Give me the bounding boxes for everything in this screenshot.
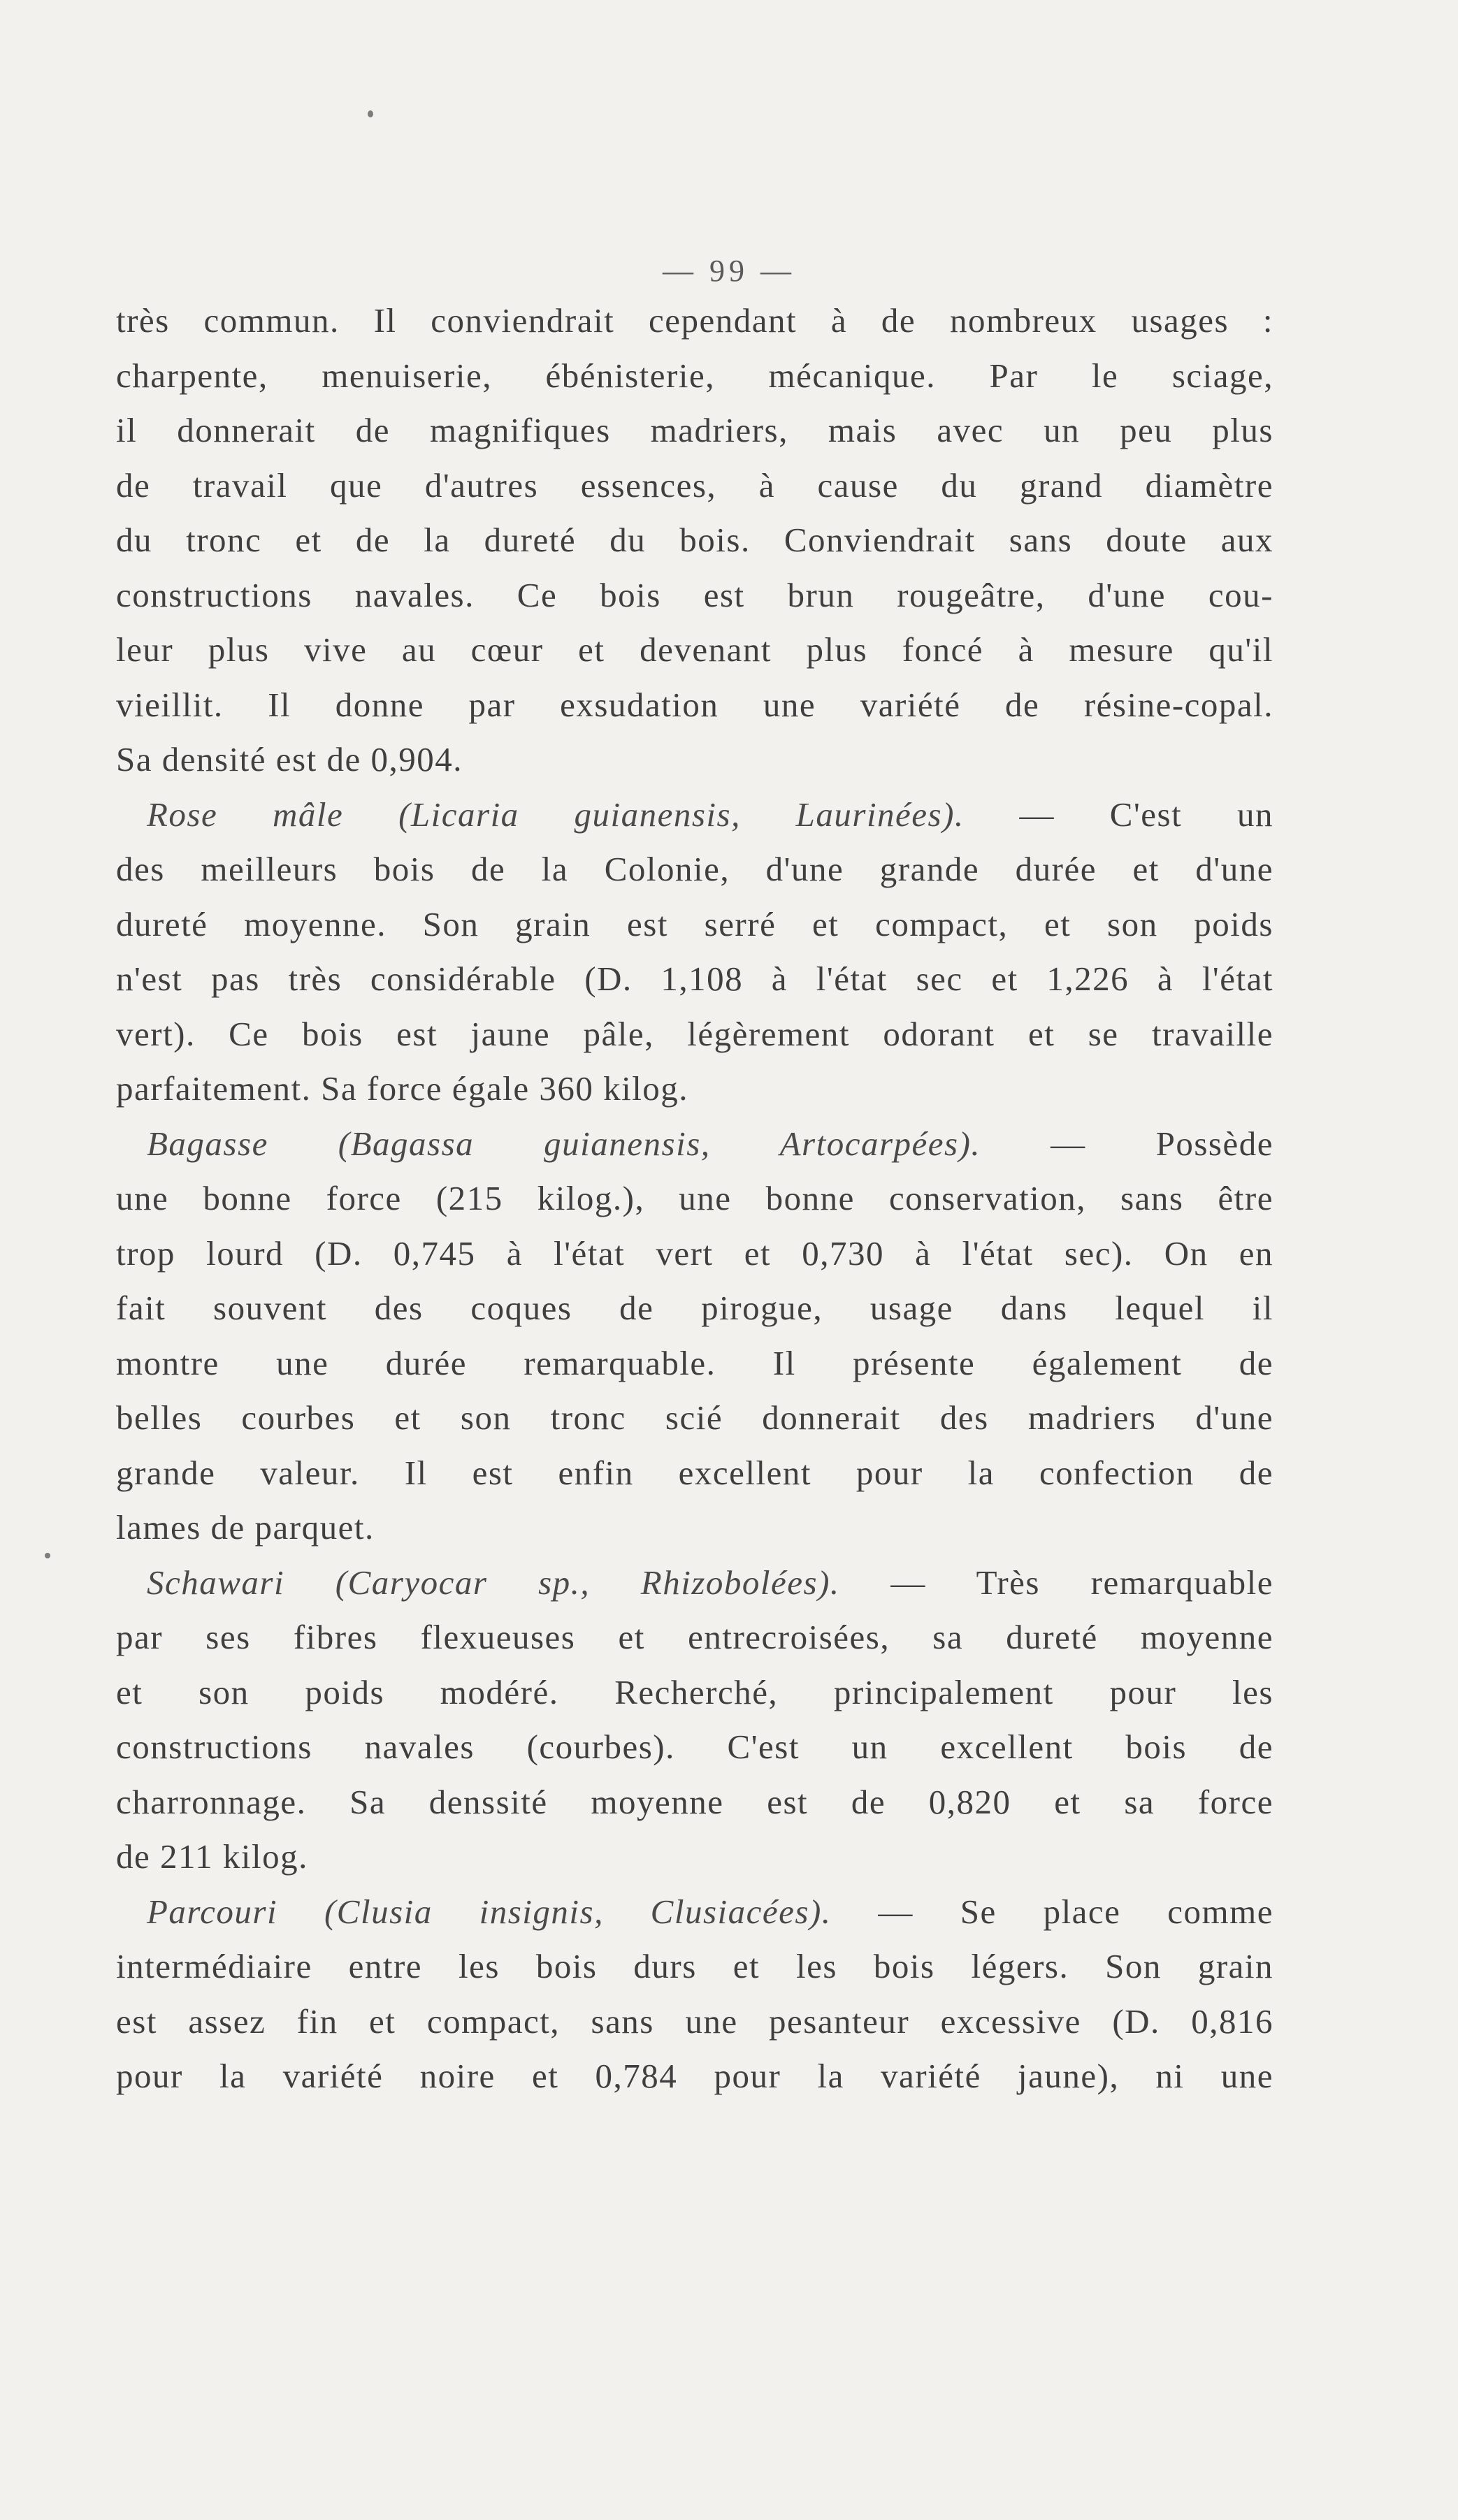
margin-dot [45,1553,50,1558]
body-text [116,294,1273,2104]
text-line: par ses fibres flexueuses et entrecroisées, sa dureté moyenne [116,1618,1273,1656]
text-line: et son poids modéré. Recherché, principalement pour les [116,1672,1273,1711]
text-line: de 211 kilog. [116,1837,308,1876]
text-line: dureté moyenne. Son grain est serré et compact, et son poids [116,904,1273,943]
entry-heading-line [116,788,1273,843]
text-line: constructions navales (courbes). C'est un excellent bois de [116,1728,1273,1766]
entry-heading-line [116,1556,1273,1611]
text-line: Sa densité est de 0,904. [116,740,463,779]
text-line: grande valeur. Il est enfin excellent pour la confection de [116,1453,1273,1492]
species-name-bagasse: Bagasse (Bagassa guianensis, Artocarpées). [147,1124,981,1163]
entry-text: — C'est un [964,795,1273,834]
text-line: vert). Ce bois est jaune pâle, légèrement odorant et se travaille [116,1014,1273,1053]
entry-heading-line [116,1117,1273,1172]
text-line: fait souvent des coques de pirogue, usage dans lequel il [116,1289,1273,1327]
text-line: une bonne force (215 kilog.), une bonne conservation, sans être [116,1179,1273,1217]
text-line: charronnage. Sa denssité moyenne est de 0,820 et sa force [116,1782,1273,1821]
entry-text: — Possède [981,1124,1274,1163]
species-name-rose-male: Rose mâle (Licaria guianensis, Laurinées). [147,795,965,834]
text-line: du tronc et de la dureté du bois. Conviendrait sans doute aux [116,521,1273,559]
text-line: des meilleurs bois de la Colonie, d'une grande durée et d'une [116,850,1273,888]
text-line: est assez fin et compact, sans une pesanteur excessive (D. 0,816 [116,2001,1273,2041]
text-line: très commun. Il conviendrait cependant à de nombreux usages : [116,301,1273,340]
text-line: vieillit. Il donne par exsudation une variété de résine-copal. [116,685,1273,724]
text-line: montre une durée remarquable. Il présente également de [116,1343,1273,1382]
text-line: trop lourd (D. 0,745 à l'état vert et 0,730 à l'état sec). On en [116,1233,1273,1273]
species-name-schawari: Schawari (Caryocar sp., Rhizobolées). [147,1563,840,1602]
text-line: belles courbes et son tronc scié donnerait des madriers d'une [116,1398,1273,1437]
text-line: il donnerait de magnifiques madriers, mais avec un peu plus [116,411,1273,449]
entry-heading-line [116,1885,1273,1940]
text-line: lames de parquet. [116,1508,375,1547]
text-line: n'est pas très considérable (D. 1,108 à l'état sec et 1,226 à l'état [116,960,1273,998]
text-line: leur plus vive au cœur et devenant plus foncé à mesure qu'il [116,630,1273,669]
ink-speck [368,110,373,117]
entry-text: — Se place comme [831,1892,1273,1931]
text-line: parfaitement. Sa force égale 360 kilog. [116,1069,689,1108]
text-line: de travail que d'autres essences, à cause du grand diamètre [116,465,1273,505]
text-line: pour la variété noire et 0,784 pour la variété jaune), ni une [116,2057,1273,2095]
text-line: intermédiaire entre les bois durs et les bois légers. Son grain [116,1947,1273,1985]
entry-text: — Très remarquable [839,1563,1273,1602]
text-line: constructions navales. Ce bois est brun rougeâtre, d'une cou- [116,575,1273,614]
page-number: — 99 — [663,254,795,288]
species-name-parcouri: Parcouri (Clusia insignis, Clusiacées). [147,1892,832,1931]
text-line: charpente, menuiserie, ébénisterie, mécanique. Par le sciage, [116,356,1273,395]
